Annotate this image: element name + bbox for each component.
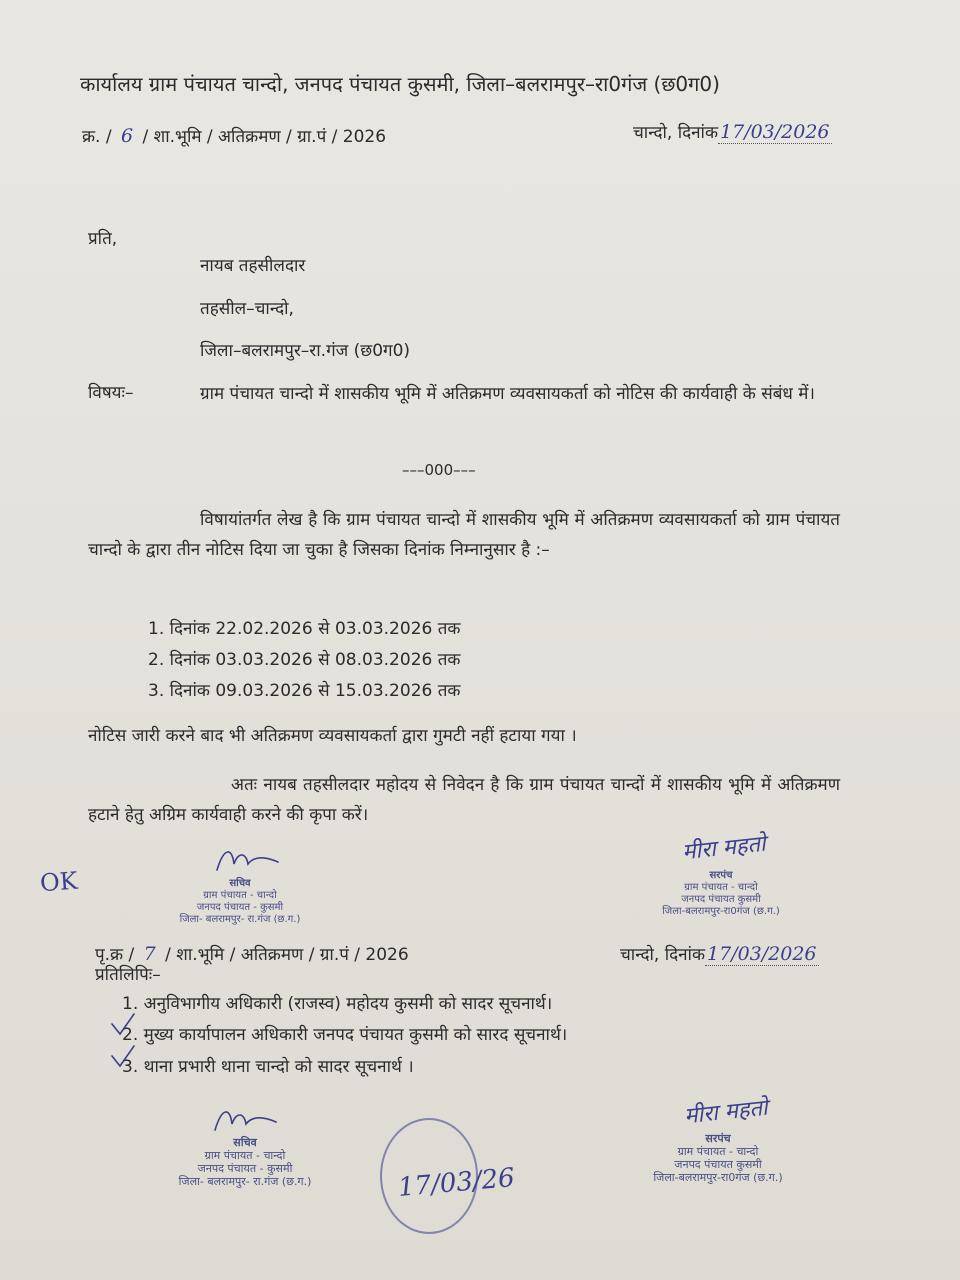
stamp-line: ग्राम पंचायत - चान्दो — [204, 1149, 286, 1162]
stamp-line: जिला- बलरामपुर- रा.गंज (छ.ग.) — [179, 914, 301, 925]
tick-marks — [108, 1010, 148, 1100]
separator: –––000––– — [402, 461, 476, 479]
notice-item-1: 1. दिनांक 22.02.2026 से 03.03.2026 तक — [148, 619, 461, 639]
stamp-line: सचिव — [233, 1136, 257, 1149]
copy-ref-number-handwritten: 7 — [143, 943, 156, 965]
copy-date-handwritten: 17/03/2026 — [707, 943, 817, 965]
stamp-line: सरपंच — [709, 870, 733, 881]
copy-place-date-label: चान्दो, दिनांक — [620, 945, 706, 965]
notice-item-2: 2. दिनांक 03.03.2026 से 08.03.2026 तक — [148, 650, 461, 670]
stamp-line: जिला-बलरामपुर-रा0गंज (छ.ग.) — [662, 906, 780, 917]
letter-date-handwritten: 17/03/2026 — [720, 121, 830, 143]
copy-item-3: 3. थाना प्रभारी थाना चान्दो को सादर सूचनार्थ । — [122, 1057, 414, 1077]
stamp-line: ग्राम पंचायत - चान्दो — [203, 890, 277, 901]
stamp-line: जनपद पंचायत - कुसमी — [196, 902, 284, 913]
reference-number — [82, 124, 386, 147]
ref-suffix: / शा.भूमि / अतिक्रमण / ग्रा.पं / 2026 — [142, 127, 387, 147]
seal-date-handwritten: 17/03/26 — [396, 1162, 516, 1204]
sarpanch-stamp-2 — [628, 1132, 808, 1184]
sarpanch-signature-2: मीरा महतो — [683, 1095, 769, 1130]
copy-item-1: 1. अनुविभागीय अधिकारी (राजस्व) महोदय कुसमी को सादर सूचनार्थ। — [122, 994, 553, 1014]
body-paragraph-1: विषायांतर्गत लेख है कि ग्राम पंचायत चान्दो में शासकीय भूमि में अतिक्रमण व्यवसायकर्ता को ग्राम पंचायत चान्दो के द्वारा तीन नोटिस दिया जा चुका है जिसका दिनांक निम्नानुसार है :– — [88, 510, 840, 560]
ref-prefix: क्र. / — [82, 127, 112, 147]
sachiv-stamp-1 — [150, 878, 330, 926]
subject-text: ग्राम पंचायत चान्दो में शासकीय भूमि में अतिक्रमण व्यवसायकर्ता को नोटिस की कार्यवाही के संबंध में। — [200, 384, 815, 404]
ok-note: OK — [39, 866, 79, 898]
copy-item-2: 2. मुख्य कार्यापालन अधिकारी जनपद पंचायत कुसमी को सारद सूचनार्थ। — [122, 1025, 568, 1045]
sarpanch-stamp-1 — [636, 870, 806, 918]
to-label: प्रति, — [88, 229, 118, 249]
sachiv-stamp-2 — [150, 1136, 340, 1188]
copy-ref-suffix: / शा.भूमि / अतिक्रमण / ग्रा.पं / 2026 — [165, 945, 409, 965]
sarpanch-signature-1: मीरा महतो — [681, 831, 767, 866]
notice-item-3: 3. दिनांक 09.03.2026 से 15.03.2026 तक — [148, 681, 461, 701]
stamp-line: जनपद पंचायत कुसमी — [674, 1158, 762, 1171]
copy-place-date — [620, 942, 819, 965]
place-date-label: चान्दो, दिनांक — [633, 123, 719, 143]
body-paragraph-3: अतः नायब तहसीलदार महोदय से निवेदन है कि ग्राम पंचायत चान्दों में शासकीय भूमि में अतिक्रमण हटाने हेतु अग्रिम कार्यवाही करने की कृपा करें। — [88, 775, 840, 825]
addressee-tehsil: तहसील–चान्दो, — [200, 299, 294, 319]
copy-label: प्रतिलिपिः– — [95, 965, 161, 985]
copy-ref-prefix: पृ.क्र / — [95, 945, 135, 965]
stamp-line: जनपद पंचायत - कुसमी — [197, 1162, 293, 1175]
stamp-line: सचिव — [229, 878, 251, 889]
stamp-line: जिला- बलरामपुर- रा.गंज (छ.ग.) — [178, 1175, 312, 1188]
stamp-line: ग्राम पंचायत - चान्दो — [677, 1145, 759, 1158]
stamp-line: सरपंच — [705, 1132, 731, 1145]
addressee-title: नायब तहसीलदार — [200, 256, 306, 276]
subject-label: विषयः– — [88, 383, 134, 403]
sachiv-signature-1 — [212, 842, 282, 882]
stamp-line: जिला-बलरामपुर-रा0गंज (छ.ग.) — [653, 1171, 783, 1184]
stamp-line: ग्राम पंचायत - चान्दो — [684, 882, 758, 893]
ref-number-handwritten: 6 — [121, 125, 134, 147]
addressee-district: जिला–बलरामपुर–रा.गंज (छ0ग0) — [200, 341, 411, 361]
body-paragraph-2: नोटिस जारी करने बाद भी अतिक्रमण व्यवसायकर्ता द्वारा गुमटी नहीं हटाया गया । — [88, 726, 577, 746]
stamp-line: जनपद पंचायत कुसमी — [681, 894, 761, 905]
office-heading: कार्यालय ग्राम पंचायत चान्दो, जनपद पंचायत कुसमी, जिला–बलरामपुर–रा0गंज (छ0ग0) — [80, 72, 720, 96]
place-date — [633, 120, 832, 143]
